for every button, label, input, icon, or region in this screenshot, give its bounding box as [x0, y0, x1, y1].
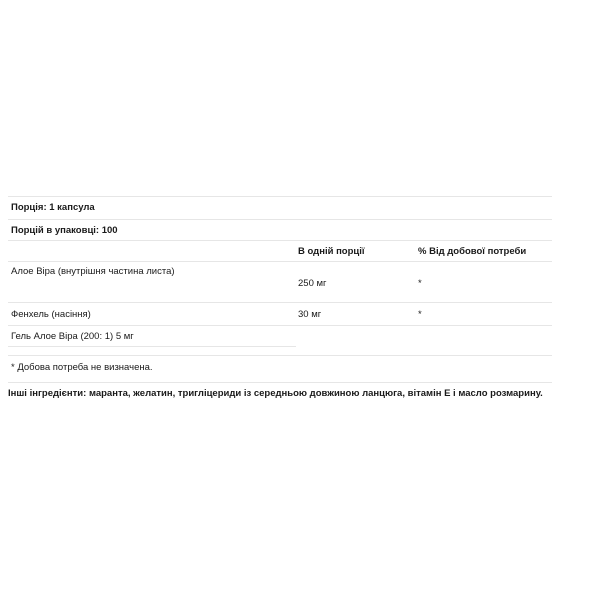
footnote: * Добова потреба не визначена. [11, 362, 153, 373]
ingredient-name: Алое Віра (внутрішня частина листа) [11, 266, 175, 277]
divider [8, 240, 552, 241]
divider [8, 261, 552, 262]
divider [8, 346, 296, 347]
divider [8, 196, 552, 197]
ingredient-dv: * [418, 309, 422, 320]
divider [8, 302, 552, 303]
divider [8, 382, 552, 383]
ingredient-amount: 250 мг [298, 278, 327, 289]
serving-size: Порція: 1 капсула [11, 202, 95, 213]
ingredient-dv: * [418, 278, 422, 289]
col-amount-header: В одній порції [298, 246, 365, 257]
divider [8, 325, 552, 326]
col-dv-header: % Від добової потреби [418, 246, 527, 257]
ingredient-name: Гель Алое Віра (200: 1) 5 мг [11, 331, 134, 342]
divider [8, 219, 552, 220]
divider [8, 355, 552, 356]
servings-per-container: Порцій в упаковці: 100 [11, 225, 118, 236]
ingredient-name: Фенхель (насіння) [11, 309, 91, 320]
other-ingredients: Інші інгредієнти: маранта, желатин, тригліцериди із середньою довжиною ланцюга, вітамін Е і масло розмарину. [8, 388, 543, 399]
ingredient-amount: 30 мг [298, 309, 322, 320]
